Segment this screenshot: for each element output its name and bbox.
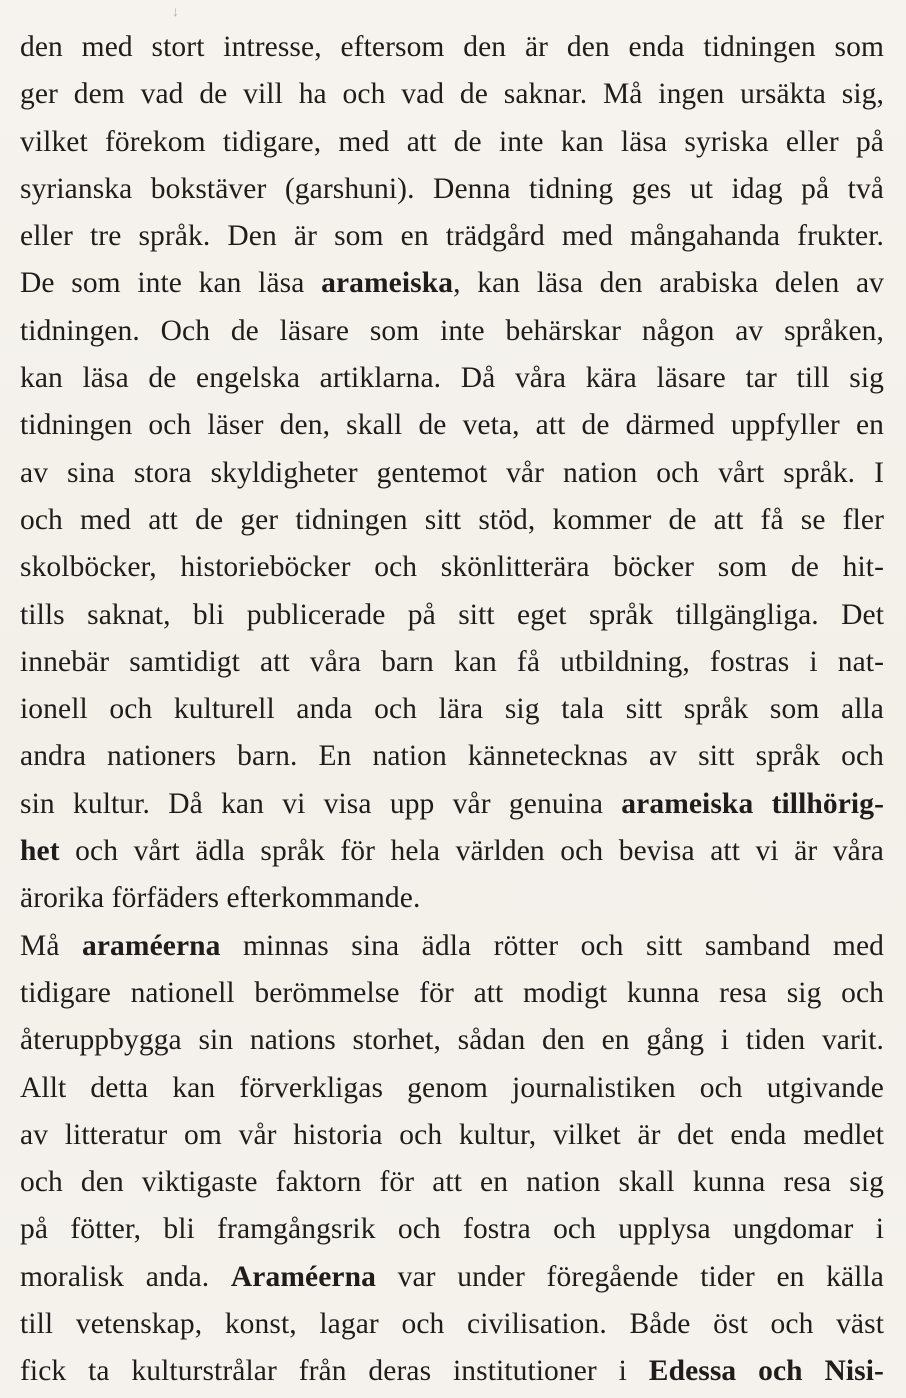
text-segment: sin kultur. Då kan vi visa upp vår genuina <box>20 787 622 820</box>
text-line <box>20 686 884 733</box>
text-segment: tidningen och läser den, skall de veta, att de därmed uppfyller en <box>20 409 884 442</box>
text-line <box>20 355 884 402</box>
text-segment: tills saknat, bli publicerade på sitt eget språk tillgängliga. Det <box>20 598 884 631</box>
bold-text: arameiska <box>321 267 454 300</box>
text-segment: kan läsa de engelska artiklarna. Då våra kära läsare tar till sig <box>20 362 884 395</box>
text-segment: ionell och kulturell anda och lära sig tala sitt språk som alla <box>20 693 884 726</box>
text-segment: och med att de ger tidningen sitt stöd, kommer de att få se fler <box>20 503 884 536</box>
text-segment: och vårt ädla språk för hela världen och bevisa att vi är våra <box>59 835 884 868</box>
text-segment: Må <box>20 929 82 962</box>
text-segment: på fötter, bli framgångsrik och fostra och upplysa ungdomar i <box>20 1213 884 1246</box>
text-line <box>20 592 884 639</box>
text-line <box>20 1348 884 1395</box>
text-line <box>20 1159 884 1206</box>
text-line <box>20 450 884 497</box>
text-segment: ärorika förfäders efterkommande. <box>20 882 421 915</box>
text-segment: tidningen. Och de läsare som inte behärskar någon av språken, <box>20 314 884 347</box>
text-segment: återuppbygga sin nations storhet, sådan den en gång i tiden varit. <box>20 1024 884 1057</box>
text-line <box>20 733 884 780</box>
text-segment: fick ta kulturstrålar från deras institutioner i <box>20 1355 649 1388</box>
text-line <box>20 1065 884 1112</box>
text-segment: tidigare nationell berömmelse för att modigt kunna resa sig och <box>20 976 884 1009</box>
text-line <box>20 166 884 213</box>
text-line <box>20 1017 884 1064</box>
text-segment: syrianska bokstäver (garshuni). Denna tidning ges ut idag på två <box>20 172 884 205</box>
text-line <box>20 1301 884 1348</box>
bold-text: Araméerna <box>230 1260 376 1293</box>
text-line <box>20 1206 884 1253</box>
text-line <box>20 875 884 922</box>
text-segment: Allt detta kan förverkligas genom journalistiken och utgivande <box>20 1071 884 1104</box>
text-line <box>20 970 884 1017</box>
text-segment: till vetenskap, konst, lagar och civilisation. Både öst och väst <box>20 1308 884 1341</box>
bold-text: het <box>20 835 60 868</box>
text-segment: skolböcker, historieböcker och skönlitterära böcker som de hit- <box>20 551 884 584</box>
text-segment: , kan läsa den arabiska delen av <box>453 267 884 300</box>
text-line <box>20 1112 884 1159</box>
text-line <box>20 119 884 166</box>
ink-mark: ↓ <box>172 5 179 20</box>
text-line <box>20 497 884 544</box>
text-segment: innebär samtidigt att våra barn kan få utbildning, fostras i nat- <box>20 645 884 678</box>
text-line <box>20 71 884 118</box>
text-line <box>20 828 884 875</box>
text-line <box>20 308 884 355</box>
text-segment: eller tre språk. Den är som en trädgård med mångahanda frukter. <box>20 220 884 253</box>
text-line <box>20 639 884 686</box>
text-line <box>20 544 884 591</box>
text-segment: av litteratur om vår historia och kultur, vilket är det enda medlet <box>20 1118 884 1151</box>
bold-text: araméerna <box>82 929 221 962</box>
text-segment: och den viktigaste faktorn för att en nation skall kunna resa sig <box>20 1166 884 1199</box>
text-line <box>20 24 884 71</box>
text-segment: var under föregående tider en källa <box>375 1260 884 1293</box>
text-line <box>20 402 884 449</box>
text-line <box>20 781 884 828</box>
text-segment: den med stort intresse, eftersom den är den enda tidningen som <box>20 31 884 63</box>
text-segment: vilket förekom tidigare, med att de inte kan läsa syriska eller på <box>20 125 884 158</box>
text-line <box>20 923 884 970</box>
text-segment: moralisk anda. <box>20 1260 231 1293</box>
text-line <box>20 213 884 260</box>
bold-text: Edessa och Nisi- <box>648 1355 884 1388</box>
text-line <box>20 1254 884 1301</box>
text-line <box>20 260 884 307</box>
bold-text: arameiska tillhörig- <box>621 787 884 820</box>
body-text <box>20 24 884 1396</box>
text-segment: De som inte kan läsa <box>20 267 322 300</box>
text-segment: av sina stora skyldigheter gentemot vår nation och vårt språk. I <box>20 456 884 489</box>
text-segment: ger dem vad de vill ha och vad de saknar. Må ingen ursäkta sig, <box>20 78 884 111</box>
text-segment: andra nationers barn. En nation kännetecknas av sitt språk och <box>20 740 884 773</box>
text-segment: minnas sina ädla rötter och sitt samband med <box>220 929 884 962</box>
